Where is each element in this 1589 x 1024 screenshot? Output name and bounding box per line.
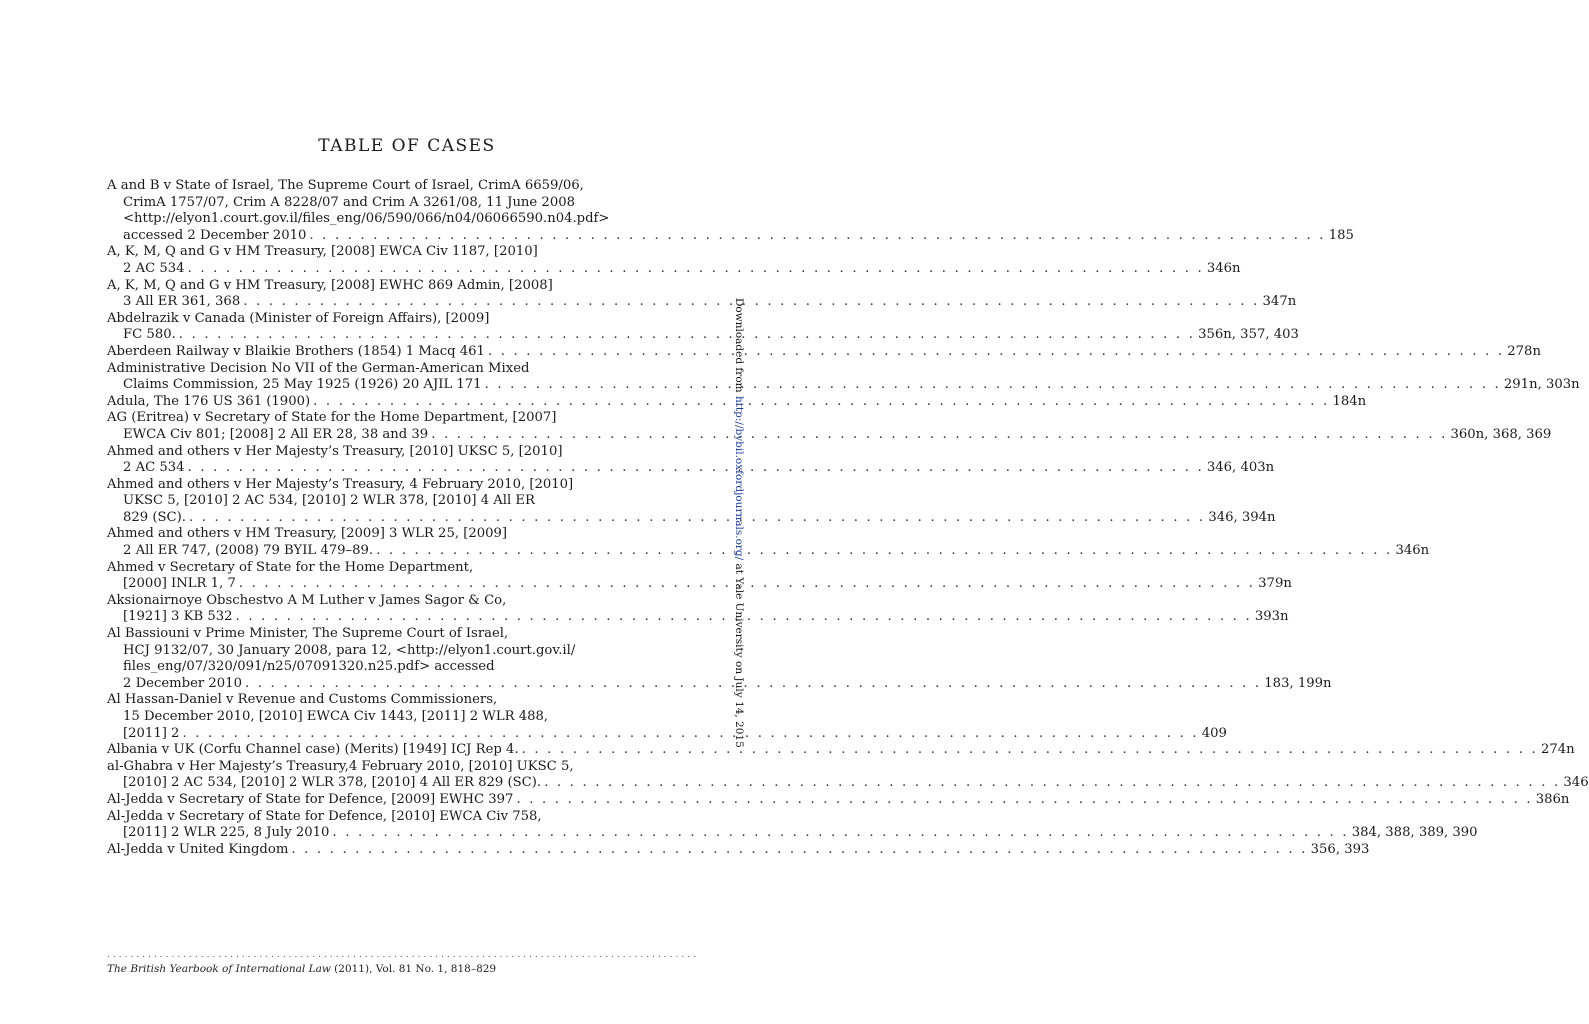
footer-journal: The British Yearbook of International Law bbox=[107, 963, 331, 975]
case-entry bbox=[107, 758, 1589, 792]
case-page-line bbox=[107, 675, 1332, 693]
case-citation: 3 All ER 361, 368 bbox=[123, 294, 241, 310]
case-text-line: al-Ghabra v Her Majesty’s Treasury,4 February 2010, [2010] UKSC 5, bbox=[107, 758, 574, 774]
case-entry bbox=[107, 841, 1370, 859]
case-citation: [2011] 2 bbox=[123, 725, 180, 741]
case-entry bbox=[107, 592, 1289, 626]
case-text-line: CrimA 1757/07, Crim A 8228/07 and Crim A 3261/08, 11 June 2008 bbox=[123, 194, 575, 210]
dot-leader: . . . . . . . . . . . . . . . . . . . . . . . . . . . . . . . . . . . . . . . . . . . . . . . . . . . . . . . . . . . . . . . . . . . . . . . . . . . . . . . . bbox=[243, 294, 1260, 310]
dot-leader: . . . . . . . . . . . . . . . . . . . . . . . . . . . . . . . . . . . . . . . . . . . . . . . . . . . . . . . . . . . . . . . . . . . . . . . . . . . . . . . . bbox=[188, 509, 1206, 525]
case-text-line: A and B v State of Israel, The Supreme Court of Israel, CrimA 6659/06, bbox=[107, 178, 584, 193]
case-page-line bbox=[107, 426, 1552, 444]
case-citation: 2 AC 534 bbox=[123, 260, 185, 276]
dot-leader: . . . . . . . . . . . . . . . . . . . . . . . . . . . . . . . . . . . . . . . . . . . . . . . . . . . . . . . . . . . . . . . . . . . . . . . . . . . . . . . . bbox=[484, 377, 1501, 393]
page-title: TABLE OF CASES bbox=[318, 136, 496, 156]
page-reference: 183, 199n bbox=[1264, 675, 1332, 691]
case-citation: [2011] 2 WLR 225, 8 July 2010 bbox=[123, 825, 330, 841]
page-reference: 386n bbox=[1535, 791, 1570, 807]
dot-leader: . . . . . . . . . . . . . . . . . . . . . . . . . . . . . . . . . . . . . . . . . . . . . . . . . . . . . . . . . . . . . . . . . . . . . . . . . . . . . . . . bbox=[309, 227, 1326, 243]
case-citation: Claims Commission, 25 May 1925 (1926) 20 AJIL 171 bbox=[123, 377, 482, 393]
dot-leader: . . . . . . . . . . . . . . . . . . . . . . . . . . . . . . . . . . . . . . . . . . . . . . . . . . . . . . . . . . . . . . . . . . . . . . . . . . . . . . . . bbox=[431, 426, 1448, 442]
case-page-line bbox=[107, 343, 1541, 361]
case-text-line: Ahmed and others v HM Treasury, [2009] 3 WLR 25, [2009] bbox=[107, 526, 508, 542]
page-reference: 346 bbox=[1563, 775, 1589, 791]
case-citation: Adula, The 176 US 361 (1900) bbox=[107, 393, 311, 409]
case-page-line bbox=[107, 775, 1589, 792]
case-text-line: AG (Eritrea) v Secretary of State for the Home Department, [2007] bbox=[107, 410, 557, 426]
page-reference: 393n bbox=[1254, 609, 1289, 625]
footer-volume: (2011), Vol. 81 No. 1, 818–829 bbox=[330, 963, 497, 975]
download-note bbox=[733, 298, 745, 748]
case-page-line bbox=[107, 543, 1430, 560]
page-reference: 356n, 357, 403 bbox=[1198, 327, 1299, 343]
dot-leader: . . . . . . . . . . . . . . . . . . . . . . . . . . . . . . . . . . . . . . . . . . . . . . . . . . . . . . . . . . . . . . . . . . . . . . . . . . . . . . . . bbox=[332, 825, 1349, 841]
case-entry bbox=[107, 791, 1570, 809]
page-reference: 384, 388, 389, 390 bbox=[1351, 825, 1478, 841]
case-text-line: UKSC 5, [2010] 2 AC 534, [2010] 2 WLR 378, [2010] 4 All ER bbox=[123, 493, 535, 509]
dot-leader: . . . . . . . . . . . . . . . . . . . . . . . . . . . . . . . . . . . . . . . . . . . . . . . . . . . . . . . . . . . . . . . . . . . . . . . . . . . . . . . . bbox=[244, 675, 1262, 691]
case-citation: accessed 2 December 2010 bbox=[123, 227, 307, 243]
page-reference: 274n bbox=[1540, 742, 1575, 758]
dot-leader: . . . . . . . . . . . . . . . . . . . . . . . . . . . . . . . . . . . . . . . . . . . . . . . . . . . . . . . . . . . . . . . . . . . . . . . . . . . . . . . . bbox=[187, 260, 1204, 276]
dot-leader: . . . . . . . . . . . . . . . . . . . . . . . . . . . . . . . . . . . . . . . . . . . . . . . . . . . . . . . . . . . . . . . . . . . . . . . . . . . . . . . . bbox=[313, 393, 1330, 409]
case-page-line bbox=[107, 509, 1276, 527]
dot-leader: . . . . . . . . . . . . . . . . . . . . . . . . . . . . . . . . . . . . . . . . . . . . . . . . . . . . . . . . . . . . . . . . . . . . . . . . . . . . . . . . bbox=[521, 742, 1538, 758]
case-citation: [2010] 2 AC 534, [2010] 2 WLR 378, [2010] 4 All ER 829 (SC). bbox=[123, 775, 542, 791]
dot-leader: . . . . . . . . . . . . . . . . . . . . . . . . . . . . . . . . . . . . . . . . . . . . . . . . . . . . . . . . . . . . . . . . . . . . . . . . . . . . . . . . bbox=[238, 576, 1256, 592]
case-entry bbox=[107, 443, 1275, 477]
case-citation: 2 December 2010 bbox=[123, 675, 242, 691]
dot-leader: . . . . . . . . . . . . . . . . . . . . . . . . . . . . . . . . . . . . . . . . . . . . . . . . . . . . . . . . . . . . . . . . . . . . . . . . . . . . . . . . bbox=[544, 775, 1561, 791]
dot-leader: . . . . . . . . . . . . . . . . . . . . . . . . . . . . . . . . . . . . . . . . . . . . . . . . . . . . . . . . . . . . . . . . . . . . . . . . . . . . . . . . bbox=[178, 327, 1196, 343]
case-entry bbox=[107, 360, 1580, 394]
case-text-line: files_eng/07/320/091/n25/07091320.n25.pdf> accessed bbox=[123, 659, 495, 675]
case-citation: 829 (SC). bbox=[123, 509, 186, 525]
case-page-line bbox=[107, 260, 1241, 278]
case-text-line: Ahmed v Secretary of State for the Home Department, bbox=[107, 559, 474, 575]
case-citation: 2 AC 534 bbox=[123, 460, 185, 476]
case-entry bbox=[107, 692, 1227, 742]
download-note-prefix: Downloaded from bbox=[733, 298, 745, 396]
case-text-line: Al-Jedda v Secretary of State for Defence, [2010] EWCA Civ 758, bbox=[107, 808, 542, 824]
case-entry bbox=[107, 476, 1276, 527]
page-reference: 346n bbox=[1206, 260, 1241, 276]
case-text-line: Administrative Decision No VII of the German-American Mixed bbox=[107, 360, 530, 376]
case-page-line bbox=[107, 294, 1297, 311]
case-page-line bbox=[107, 327, 1299, 344]
page-reference: 360n, 368, 369 bbox=[1450, 426, 1552, 442]
page-reference: 356, 393 bbox=[1310, 841, 1370, 857]
dot-leader: . . . . . . . . . . . . . . . . . . . . . . . . . . . . . . . . . . . . . . . . . . . . . . . . . . . . . . . . . . . . . . . . . . . . . . . . . . . . . . . . bbox=[182, 725, 1199, 741]
page-reference: 347n bbox=[1262, 294, 1297, 310]
case-citation: 2 All ER 747, (2008) 79 BYIL 479–89. bbox=[123, 543, 374, 559]
page-reference: 346, 394n bbox=[1208, 509, 1276, 525]
dot-leader: . . . . . . . . . . . . . . . . . . . . . . . . . . . . . . . . . . . . . . . . . . . . . . . . . . . . . . . . . . . . . . . . . . . . . . . . . . . . . . . . bbox=[235, 609, 1252, 625]
case-entry bbox=[107, 559, 1292, 593]
case-citation: FC 580. bbox=[123, 327, 176, 343]
case-entry bbox=[107, 343, 1541, 361]
case-entry bbox=[107, 526, 1430, 559]
page-reference: 409 bbox=[1201, 725, 1227, 741]
dot-leader: . . . . . . . . . . . . . . . . . . . . . . . . . . . . . . . . . . . . . . . . . . . . . . . . . . . . . . . . . . . . . . . . . . . . . . . . . . . . . . . . bbox=[291, 841, 1308, 857]
case-entry bbox=[107, 808, 1478, 842]
case-citation: Al-Jedda v Secretary of State for Defence, [2009] EWHC 397 bbox=[107, 791, 514, 807]
case-page-line bbox=[107, 393, 1367, 411]
case-entry bbox=[107, 310, 1299, 344]
case-citation: [1921] 3 KB 532 bbox=[123, 609, 233, 625]
download-note-suffix: at Yale University on July 14, 2015 bbox=[733, 560, 745, 748]
case-entry bbox=[107, 742, 1575, 759]
case-text-line: Abdelrazik v Canada (Minister of Foreign Affairs), [2009] bbox=[107, 310, 490, 326]
case-text-line: A, K, M, Q and G v HM Treasury, [2008] EWHC 869 Admin, [2008] bbox=[107, 277, 553, 293]
page-reference: 346, 403n bbox=[1206, 460, 1275, 476]
page-reference: 278n bbox=[1507, 343, 1541, 359]
page-reference: 185 bbox=[1328, 227, 1354, 243]
dot-leader: . . . . . . . . . . . . . . . . . . . . . . . . . . . . . . . . . . . . . . . . . . . . . . . . . . . . . . . . . . . . . . . . . . . . . . . . . . . . . . . . bbox=[487, 343, 1505, 359]
case-citation: Aberdeen Railway v Blaikie Brothers (1854) 1 Macq 461 bbox=[107, 343, 485, 359]
case-entry bbox=[107, 393, 1367, 411]
case-text-line: Ahmed and others v Her Majesty’s Treasury, [2010] UKSC 5, [2010] bbox=[107, 443, 563, 459]
case-entry bbox=[107, 277, 1297, 311]
page-reference: 184n bbox=[1332, 393, 1367, 409]
case-page-line bbox=[107, 725, 1227, 743]
case-page-line bbox=[107, 609, 1289, 626]
case-page-line bbox=[107, 825, 1478, 842]
case-page-line bbox=[107, 841, 1370, 859]
case-text-line: HCJ 9132/07, 30 January 2008, para 12, <http://elyon1.court.gov.il/ bbox=[123, 642, 576, 658]
page-reference: 291n, 303n bbox=[1503, 377, 1580, 393]
page-reference: 379n bbox=[1258, 576, 1292, 592]
case-page-line bbox=[107, 227, 1354, 245]
case-page-line bbox=[107, 742, 1575, 759]
case-text-line: Al Bassiouni v Prime Minister, The Supreme Court of Israel, bbox=[107, 626, 509, 642]
case-text-line: Al Hassan-Daniel v Revenue and Customs Commissioners, bbox=[107, 692, 498, 708]
case-page-line bbox=[107, 791, 1570, 809]
case-text-line: 15 December 2010, [2010] EWCA Civ 1443, [2011] 2 WLR 488, bbox=[123, 709, 549, 724]
case-citation: Al-Jedda v United Kingdom bbox=[107, 841, 289, 857]
case-entry bbox=[107, 626, 1332, 692]
case-citation: [2000] INLR 1, 7 bbox=[123, 576, 236, 592]
case-entry bbox=[107, 244, 1241, 277]
dot-leader: . . . . . . . . . . . . . . . . . . . . . . . . . . . . . . . . . . . . . . . . . . . . . . . . . . . . . . . . . . . . . . . . . . . . . . . . . . . . . . . . bbox=[376, 543, 1393, 559]
case-page-line bbox=[107, 576, 1292, 593]
footer-dotted-rule: ..................................................................................................... bbox=[107, 950, 699, 960]
case-text-line: A, K, M, Q and G v HM Treasury, [2008] EWCA Civ 1187, [2010] bbox=[107, 244, 538, 260]
case-page-line bbox=[107, 460, 1275, 477]
case-text-line: <http://elyon1.court.gov.il/files_eng/06/590/066/n04/06066590.n04.pdf> bbox=[123, 211, 610, 227]
footer-citation bbox=[107, 963, 496, 975]
case-citation: EWCA Civ 801; [2008] 2 All ER 28, 38 and 39 bbox=[123, 426, 429, 442]
case-page-line bbox=[107, 377, 1580, 394]
case-entry bbox=[107, 178, 1354, 244]
case-entry bbox=[107, 410, 1552, 443]
case-citation: Albania v UK (Corfu Channel case) (Merits) [1949] ICJ Rep 4. bbox=[107, 742, 519, 758]
page-reference: 346n bbox=[1395, 543, 1430, 559]
download-note-link[interactable]: http://bybil.oxfordjournals.org/ bbox=[733, 395, 745, 561]
case-text-line: Aksionairnoye Obschestvo A M Luther v James Sagor & Co, bbox=[107, 592, 507, 608]
dot-leader: . . . . . . . . . . . . . . . . . . . . . . . . . . . . . . . . . . . . . . . . . . . . . . . . . . . . . . . . . . . . . . . . . . . . . . . . . . . . . . . . bbox=[187, 460, 1204, 476]
dot-leader: . . . . . . . . . . . . . . . . . . . . . . . . . . . . . . . . . . . . . . . . . . . . . . . . . . . . . . . . . . . . . . . . . . . . . . . . . . . . . . . . bbox=[516, 791, 1533, 807]
case-text-line: Ahmed and others v Her Majesty’s Treasury, 4 February 2010, [2010] bbox=[107, 476, 574, 492]
